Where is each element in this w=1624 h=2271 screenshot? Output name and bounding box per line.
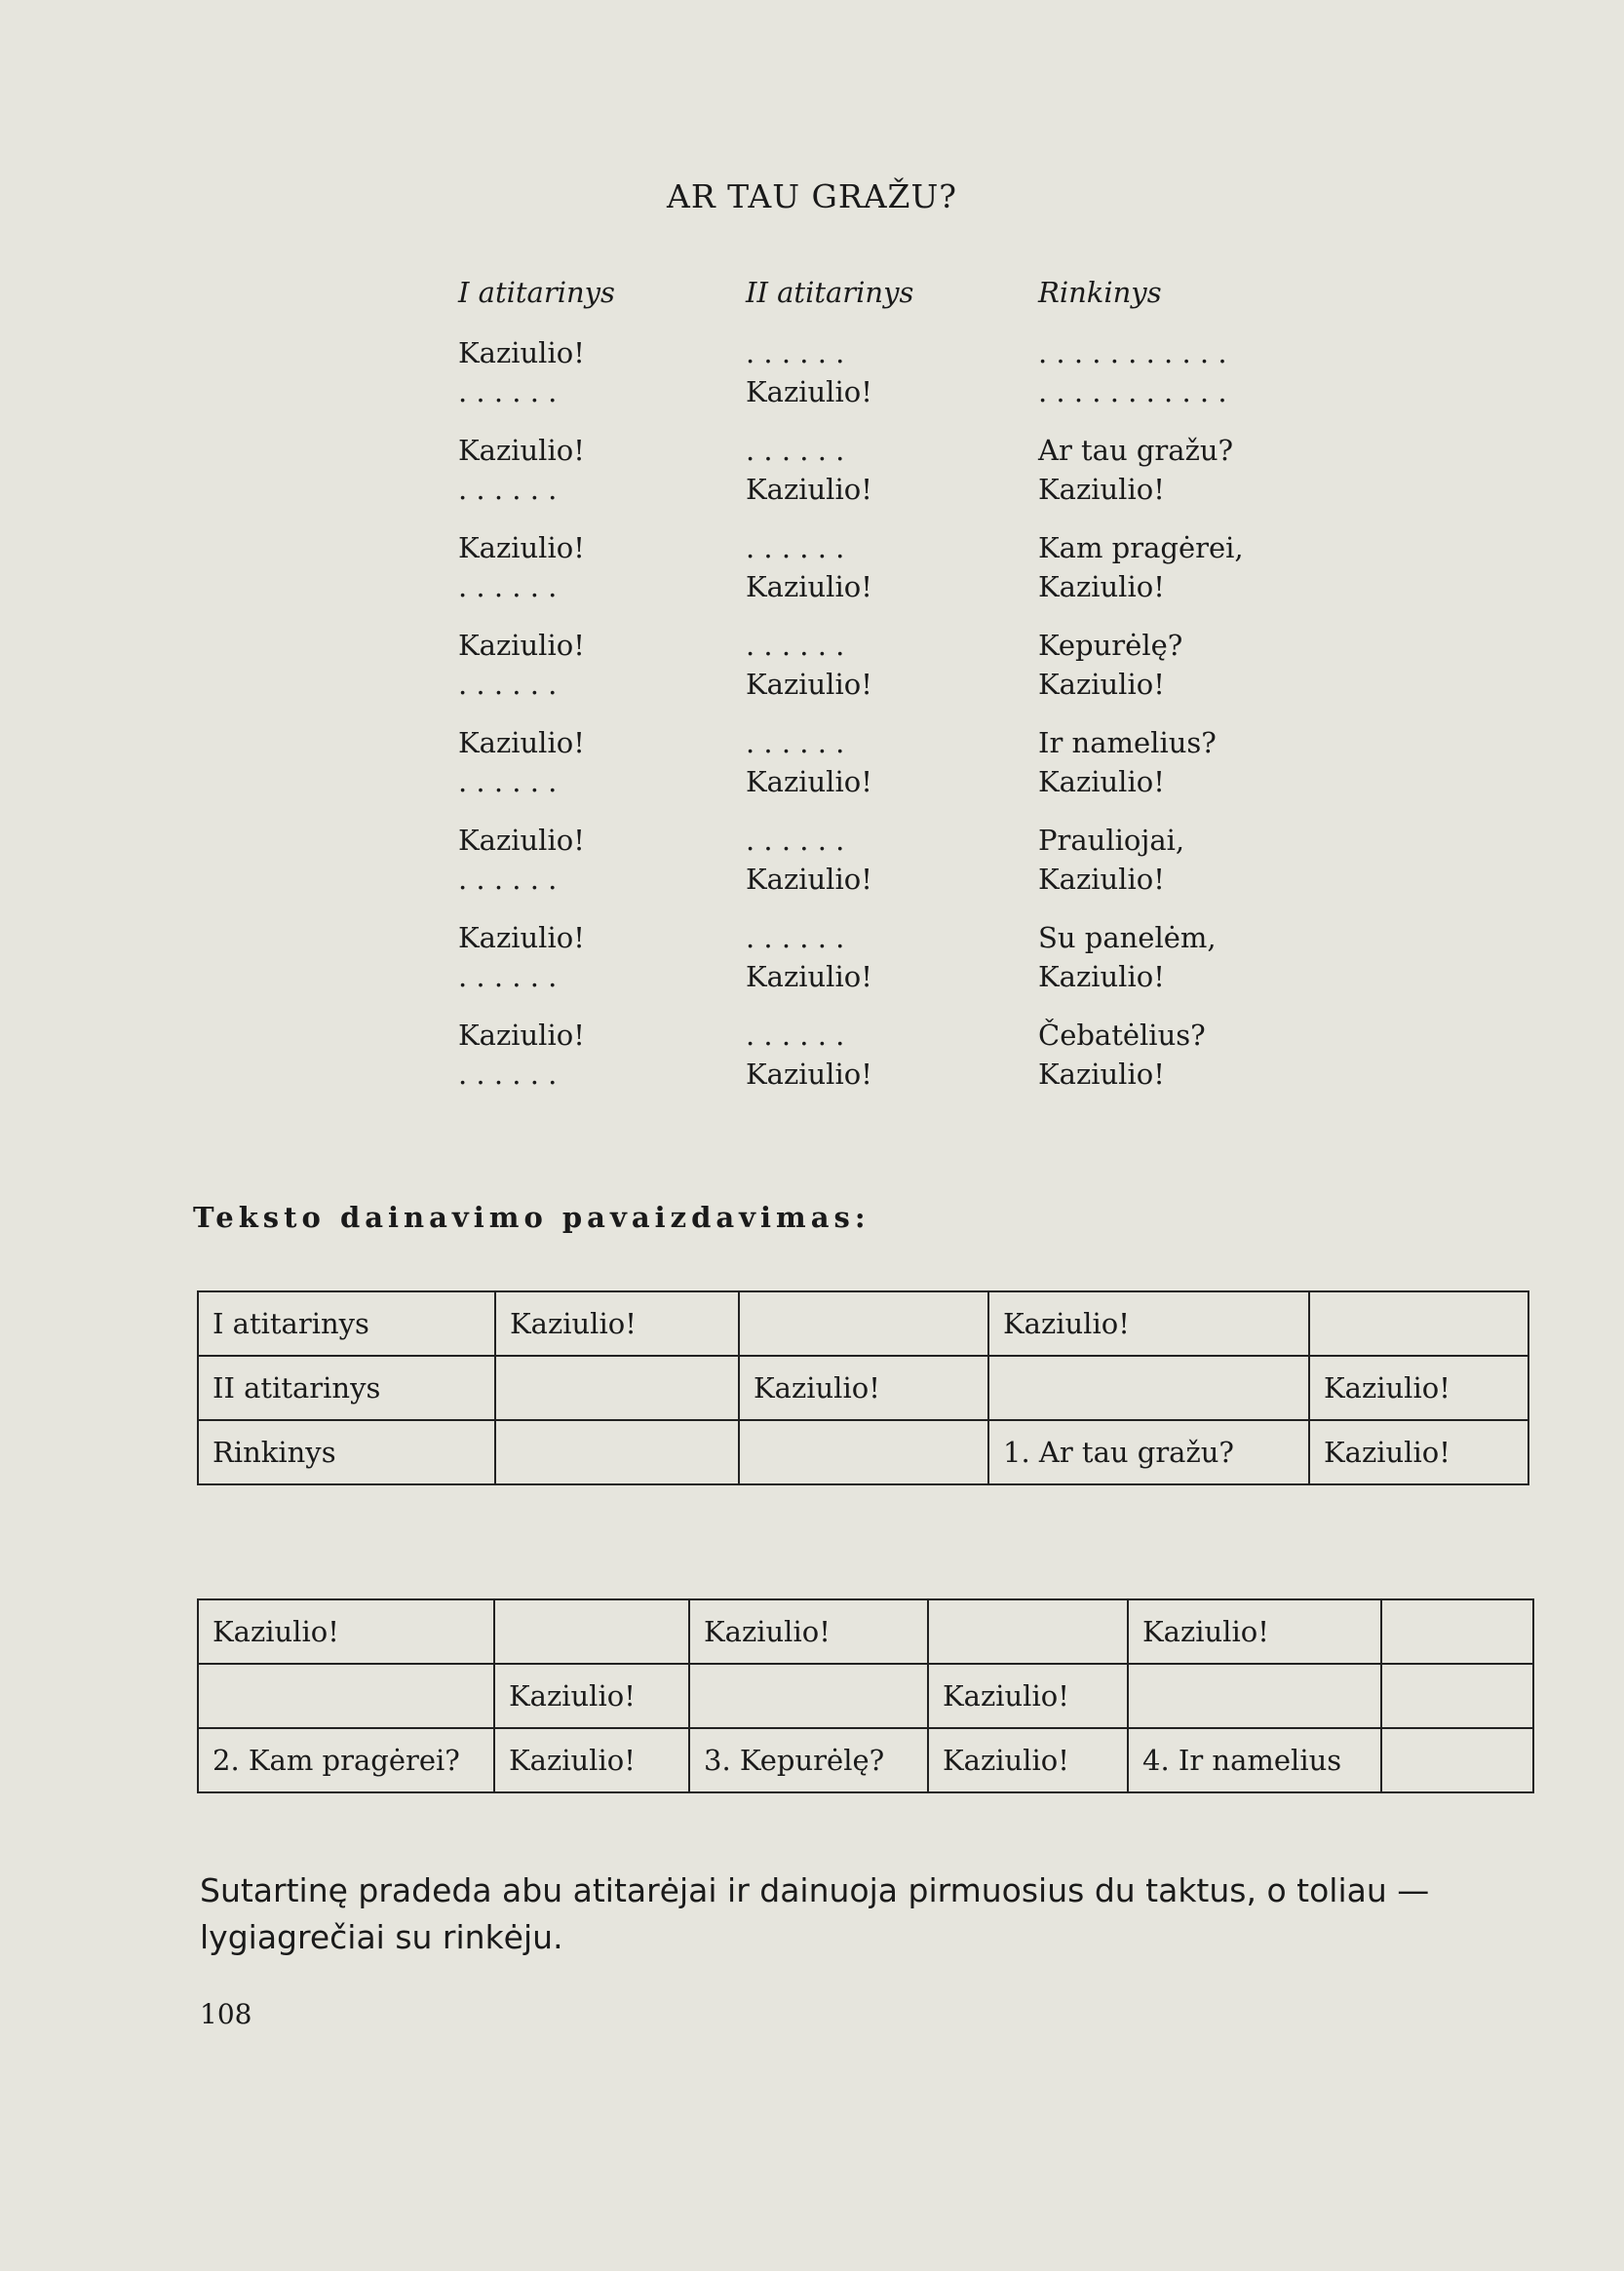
table-cell: [1128, 1664, 1381, 1728]
table-cell: Kaziulio!: [1309, 1356, 1528, 1420]
stanza-gap: [746, 411, 1038, 431]
song-line: . . . . . .: [458, 960, 558, 993]
song-line: Čebatėlius?: [1038, 1019, 1206, 1052]
song-line: Kaziulio!: [746, 570, 872, 603]
song-line: Kaziulio!: [1038, 863, 1165, 896]
song-line: Kaziulio!: [458, 434, 585, 467]
stanza-gap: [746, 801, 1038, 821]
table-cell: [689, 1664, 928, 1728]
song-line: Kaziulio!: [458, 1019, 585, 1052]
song-line: Kaziulio!: [746, 668, 872, 701]
table-cell: Kaziulio!: [928, 1664, 1128, 1728]
table-cell: Kaziulio!: [689, 1599, 928, 1664]
song-line: . . . . . .: [458, 473, 558, 506]
table-cell: Kaziulio!: [1128, 1599, 1381, 1664]
table-cell: [1381, 1728, 1533, 1792]
table-row: [198, 1291, 1528, 1356]
song-line: . . . . . .: [746, 726, 845, 759]
table-cell: II atitarinys: [198, 1356, 495, 1420]
song-line: . . . . . .: [746, 531, 845, 564]
table-cell: [928, 1599, 1128, 1664]
stanza-gap: [458, 704, 746, 723]
song-line: Kaziulio!: [1038, 473, 1165, 506]
song-line: Ar tau gražu?: [1038, 434, 1234, 467]
stanza-gap: [746, 899, 1038, 918]
table-cell: Kaziulio!: [494, 1728, 689, 1792]
song-line: . . . . . .: [458, 765, 558, 798]
table-cell: [198, 1664, 494, 1728]
stanza-gap: [746, 704, 1038, 723]
singing-scheme-table-2: [197, 1598, 1534, 1793]
song-line: Kaziulio!: [458, 921, 585, 954]
body-paragraph: Sutartinę pradeda abu atitarėjai ir dainuoja pirmuosius du taktus, o toliau — lygiagrečiai su rinkėju.: [200, 1871, 1430, 1956]
stanza-gap: [1038, 411, 1316, 431]
song-line: . . . . . .: [746, 1019, 845, 1052]
table-row: [198, 1599, 1533, 1664]
section-heading: Teksto dainavimo pavaizdavimas:: [193, 1201, 870, 1234]
table-cell: [1381, 1599, 1533, 1664]
table-cell: 4. Ir namelius: [1128, 1728, 1381, 1792]
song-line: . . . . . .: [746, 824, 845, 857]
song-line: Kaziulio!: [746, 765, 872, 798]
stanza-gap: [746, 509, 1038, 528]
table-cell: 2. Kam pragėrei?: [198, 1728, 494, 1792]
table-cell: [495, 1420, 739, 1484]
song-line: . . . . . .: [458, 668, 558, 701]
stanza-gap: [458, 411, 746, 431]
table-row: [198, 1728, 1533, 1792]
song-line: Kaziulio!: [746, 863, 872, 896]
song-line: Kaziulio!: [746, 473, 872, 506]
table-cell: 1. Ar tau gražu?: [988, 1420, 1309, 1484]
song-line: Kepurėlę?: [1038, 629, 1183, 662]
stanza-gap: [458, 509, 746, 528]
table-cell: Kaziulio!: [988, 1291, 1309, 1356]
table-cell: [739, 1420, 988, 1484]
table-cell: [495, 1356, 739, 1420]
song-line: Kaziulio!: [458, 629, 585, 662]
page-number: 108: [200, 1998, 252, 2030]
table-cell: Kaziulio!: [739, 1356, 988, 1420]
stanza-gap: [458, 801, 746, 821]
song-line: . . . . . .: [458, 1058, 558, 1091]
song-line: . . . . . .: [746, 336, 845, 369]
table-cell: Kaziulio!: [494, 1664, 689, 1728]
stanza-gap: [1038, 899, 1316, 918]
song-line: Kaziulio!: [458, 531, 585, 564]
song-line: Kaziulio!: [1038, 570, 1165, 603]
stanza-gap: [1038, 509, 1316, 528]
song-line: Kaziulio!: [1038, 960, 1165, 993]
column-header: II atitarinys: [746, 276, 914, 309]
song-line: Kam pragėrei,: [1038, 531, 1244, 564]
singing-scheme-table-1: [197, 1290, 1529, 1485]
stanza-gap: [1038, 704, 1316, 723]
table-cell: [1309, 1291, 1528, 1356]
stanza-gap: [746, 606, 1038, 626]
stanza-gap: [1038, 606, 1316, 626]
stanza-gap: [1038, 801, 1316, 821]
table-cell: 3. Kepurėlę?: [689, 1728, 928, 1792]
table-cell: Rinkinys: [198, 1420, 495, 1484]
song-line: Kaziulio!: [458, 336, 585, 369]
table-cell: [988, 1356, 1309, 1420]
song-line: . . . . . . . . . . .: [1038, 336, 1227, 369]
song-line: . . . . . .: [458, 375, 558, 408]
stanza-gap: [458, 899, 746, 918]
stanza-gap: [458, 606, 746, 626]
table-cell: Kaziulio!: [198, 1599, 494, 1664]
table-cell: Kaziulio!: [928, 1728, 1128, 1792]
table-cell: Kaziulio!: [1309, 1420, 1528, 1484]
song-line: Kaziulio!: [458, 824, 585, 857]
table-row: [198, 1420, 1528, 1484]
page-title: AR TAU GRAŽU?: [667, 177, 957, 215]
song-line: Kaziulio!: [1038, 668, 1165, 701]
table-cell: [1381, 1664, 1533, 1728]
song-line: . . . . . .: [458, 570, 558, 603]
table-cell: I atitarinys: [198, 1291, 495, 1356]
song-line: . . . . . .: [746, 629, 845, 662]
song-line: . . . . . . . . . . .: [1038, 375, 1227, 408]
song-text-grid: [458, 273, 1316, 1094]
song-line: Su panelėm,: [1038, 921, 1217, 954]
song-line: Kaziulio!: [458, 726, 585, 759]
song-line: . . . . . .: [458, 863, 558, 896]
song-line: Kaziulio!: [1038, 1058, 1165, 1091]
song-line: Kaziulio!: [746, 375, 872, 408]
stanza-gap: [746, 996, 1038, 1016]
stanza-gap: [458, 996, 746, 1016]
song-line: Kaziulio!: [746, 1058, 872, 1091]
song-line: Ir namelius?: [1038, 726, 1217, 759]
table-cell: [739, 1291, 988, 1356]
table-cell: Kaziulio!: [495, 1291, 739, 1356]
stanza-gap: [1038, 996, 1316, 1016]
song-line: . . . . . .: [746, 921, 845, 954]
song-line: Prauliojai,: [1038, 824, 1185, 857]
song-line: . . . . . .: [746, 434, 845, 467]
table-row: [198, 1356, 1528, 1420]
table-cell: [494, 1599, 689, 1664]
column-header: I atitarinys: [458, 276, 615, 309]
song-line: Kaziulio!: [1038, 765, 1165, 798]
table-row: [198, 1664, 1533, 1728]
column-header: Rinkinys: [1038, 276, 1162, 309]
song-line: Kaziulio!: [746, 960, 872, 993]
